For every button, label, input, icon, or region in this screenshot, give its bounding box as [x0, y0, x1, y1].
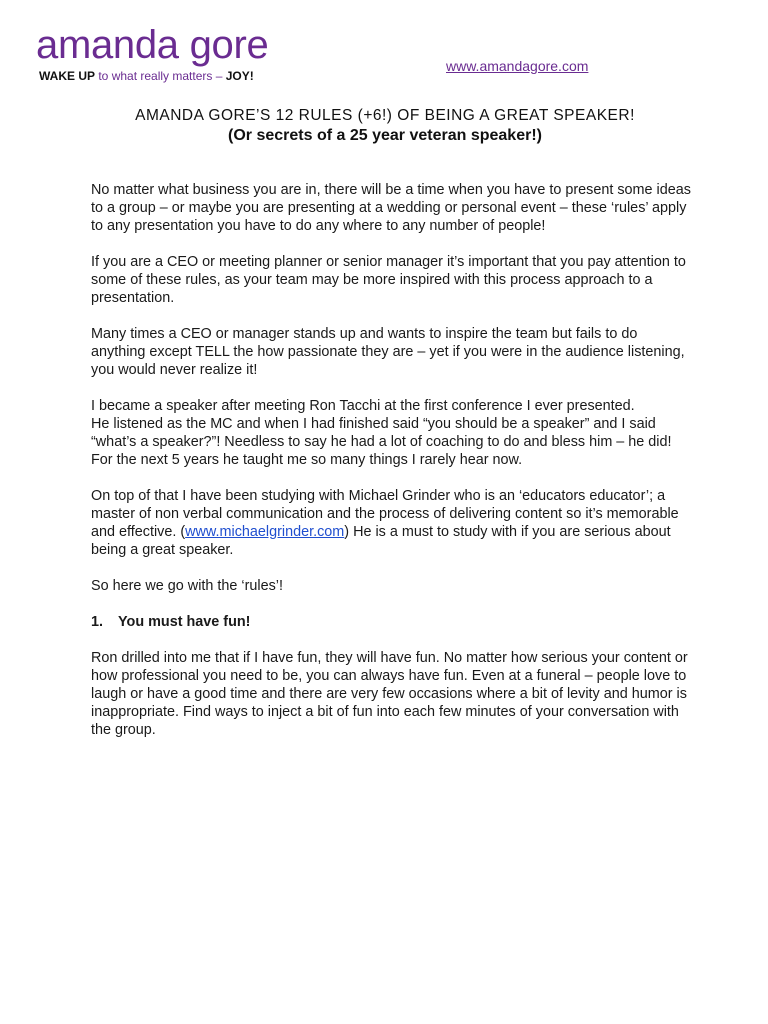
rule-1-title: You must have fun!: [118, 614, 251, 630]
paragraph-ron-story: He listened as the MC and when I had finished said “you should be a speaker” and I said “what’s a speaker?”! Needless to say he had a lot of coaching to do and bless him – he did! For the next 5 years he taught me so many things I rarely hear now.: [91, 416, 672, 468]
tagline-wake-up: WAKE UP: [39, 69, 96, 83]
grinder-text-start: On top of that I have been studying with Michael Grinder who is an ‘educators educator’; a master of non verbal communication and the process of delivering content so it’s memorable and effective. (: [91, 488, 679, 540]
website-link[interactable]: www.amandagore.com: [446, 58, 589, 74]
paragraph-rule-1: Ron drilled into me that if I have fun, they will have fun. No matter how serious your content or how professional you need to be, you can always have fun. Even at a funeral – people love to laugh or have a good time and there are very few occasions where a bit of levity and humor is inappropriate. Find ways to inject a bit of fun into each few minutes of your conversation with the group.: [91, 650, 688, 738]
paragraph-intro: No matter what business you are in, there will be a time when you have to present some ideas to a group – or maybe you are presenting at a wedding or personal event – these ‘rules’ apply to any presentation you have to do any where to any number of people!: [91, 182, 691, 234]
rule-1-heading: [91, 613, 691, 631]
tagline-middle: to what really matters –: [95, 69, 226, 83]
brand-logo: amanda gore: [36, 23, 269, 67]
paragraph-grinder: [91, 487, 691, 559]
tagline-joy: JOY!: [225, 69, 254, 83]
michaelgrinder-link[interactable]: www.michaelgrinder.com: [185, 524, 345, 540]
paragraph-rules-intro: So here we go with the ‘rules’!: [91, 578, 283, 594]
letterhead: [36, 22, 736, 92]
rule-1-number: 1.: [91, 614, 104, 630]
document-body: [91, 181, 691, 757]
grinder-text-end: ) He is a must to study with if you are serious about being a great speaker.: [91, 524, 671, 558]
title-subtitle: (Or secrets of a 25 year veteran speaker!): [228, 127, 542, 144]
paragraph-ron-intro: I became a speaker after meeting Ron Tacchi at the first conference I ever presented.: [91, 398, 635, 414]
title-main: AMANDA GORE’S 12 RULES (+6!) OF BEING A GREAT SPEAKER!: [135, 107, 635, 124]
document-title: [60, 106, 710, 146]
paragraph-manager: Many times a CEO or manager stands up and wants to inspire the team but fails to do anything except TELL the how passionate they are – yet if you were in the audience listening, you would never realize it!: [91, 326, 685, 378]
paragraph-ceo: If you are a CEO or meeting planner or senior manager it’s important that you pay attention to some of these rules, as your team may be more inspired with this process approach to a presentation.: [91, 254, 686, 306]
brand-tagline: [39, 68, 254, 84]
